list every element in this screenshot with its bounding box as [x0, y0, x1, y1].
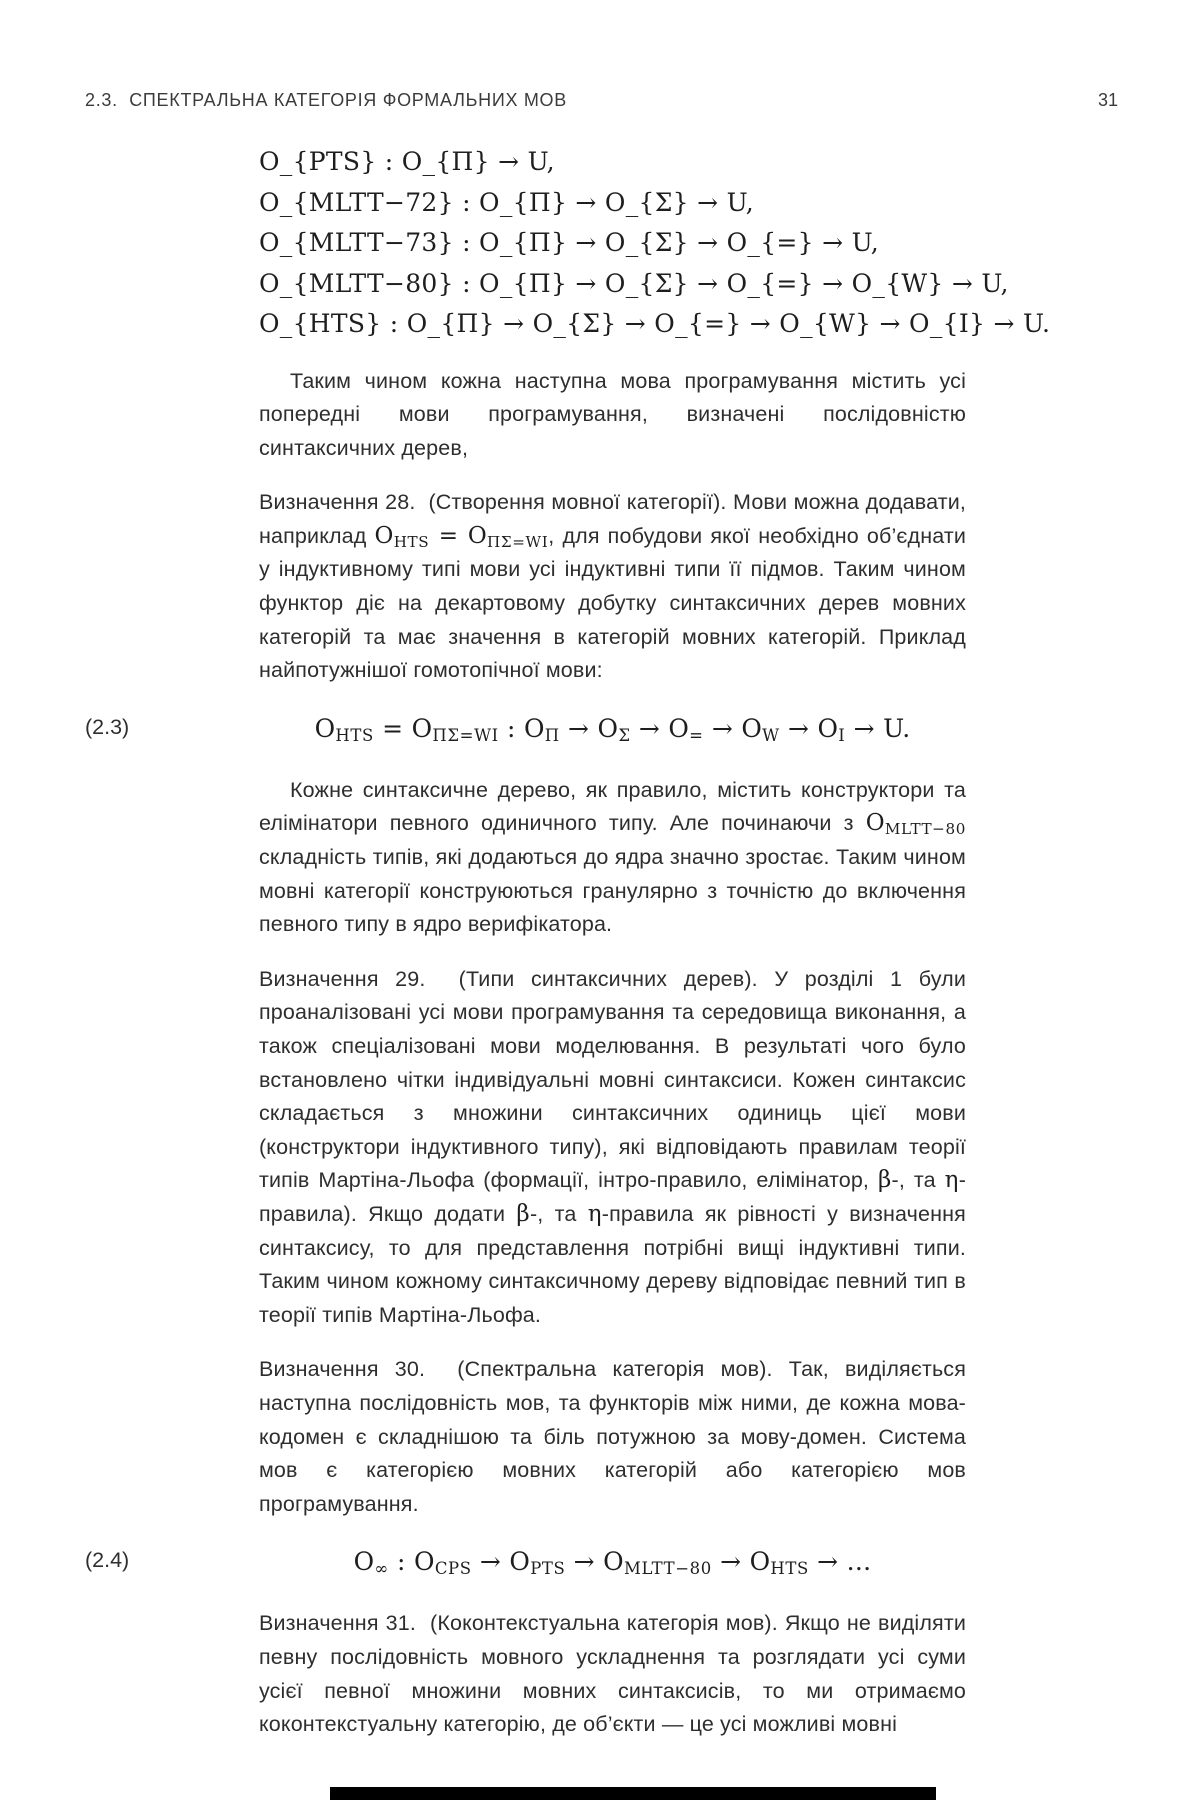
- display-math-block: [259, 142, 1051, 345]
- definition-29: Визначення 29. (Типи синтаксичних дерев). У розділі 1 були проаналізовані усі мови програмування та середовища виконання, а також спеціалізовані мови моделювання. В результаті чого було встановлено чітки індивідуальні мовні синтаксиси. Кожен синтаксис складається з множини синтаксичних одиниць цієї мови (конструктори індуктивного типу), які відповідають правилам теорії типів Мартіна-Льофа (формації, інтро-правило, елімінатор, β-, та η-правила). Якщо додати β-, та η-правила як рівності у визначення синтаксису, то для представлення потрібні вищі індуктивні типи. Таким чином кожному синтаксичному дереву відповідає певний тип в теорії типів Мартіна-Льофа.: [259, 966, 966, 1327]
- equation-label: (2.4): [85, 1548, 130, 1573]
- equation-formula: $O_\infty$ : $O_{CPS} \to O_{PTS} \to O_{MLTT-80} \to O_{HTS}$ → ...: [353, 1547, 872, 1579]
- equation-label: (2.3): [85, 714, 130, 739]
- page-header: [85, 90, 1118, 111]
- math-line: O_{MLTT−80} : O_{Π} → O_{Σ} → O_{=} → O_{W} → U,: [259, 268, 1009, 298]
- equation-formula: $O_{HTS} = O_{\Pi\Sigma=WI}$ : $O_\Pi \to O_\Sigma \to O_= \to O_W \to O_I \to U$.: [314, 713, 911, 745]
- definition-30: Визначення 30. (Спектральна категорія мов). Так, виділяється наступна послідовність мов, та функторів між ними, де кожна мова-кодомен є складнішою та біль потужною за мову-домен. Система мов є категорією мовних категорій або категорією мов програмування.: [259, 1357, 966, 1516]
- equation-2-4: [85, 1542, 966, 1584]
- definition-31: Визначення 31. (Коконтекстуальна категорія мов). Якщо не виділяти певну послідовність мовного ускладнення та розглядати усі суми усієї певної множини мовних синтаксисів, то ми отримаємо коконтекстуальну категорію, де об’єкти — це усі можливі мовні: [259, 1611, 966, 1737]
- math-line: O_{MLTT−72} : O_{Π} → O_{Σ} → U,: [259, 187, 754, 217]
- page-bottom-bar: [330, 1787, 936, 1800]
- page-body: [85, 142, 1051, 1763]
- paragraph-syntax-trees: Кожне синтаксичне дерево, як правило, містить конструктори та елімінатори певного одиничного типу. Але починаючи з $O_{MLTT-80}$ складність типів, які додаються до ядра значно зростає. Таким чином мовні категорії конструюються гранулярно з точністю до включення певного типу в ядро верифікатора.: [259, 777, 966, 937]
- equation-2-3: [85, 709, 966, 751]
- page-number: 31: [1097, 90, 1118, 110]
- definition-28: Визначення 28. (Створення мовної категорії). Мови можна додавати, наприклад $O_{HTS} = O_{\Pi\Sigma=WI}$, для побудови якої необхідно об’єднати у індуктивному типі мови усі індуктивні типи її підмов. Таким чином функтор діє на декартовому добутку синтаксичних дерев мовних категорій та має значення в категорій мовних категорій. Приклад найпотужнішої гомотопічної мови:: [259, 490, 967, 683]
- paragraph-intro: Таким чином кожна наступна мова програмування містить усі попередні мови програмування, визначені послідовністю синтаксичних дерев,: [259, 368, 966, 460]
- math-line: O_{HTS} : O_{Π} → O_{Σ} → O_{=} → O_{W} → O_{I} → U.: [259, 309, 1051, 338]
- math-line: O_{PTS} : O_{Π} → U,: [259, 147, 555, 176]
- section-title: 2.3. СПЕКТРАЛЬНА КАТЕГОРІЯ ФОРМАЛЬНИХ МОВ: [85, 90, 567, 110]
- math-line: O_{MLTT−73} : O_{Π} → O_{Σ} → O_{=} → U,: [259, 228, 879, 257]
